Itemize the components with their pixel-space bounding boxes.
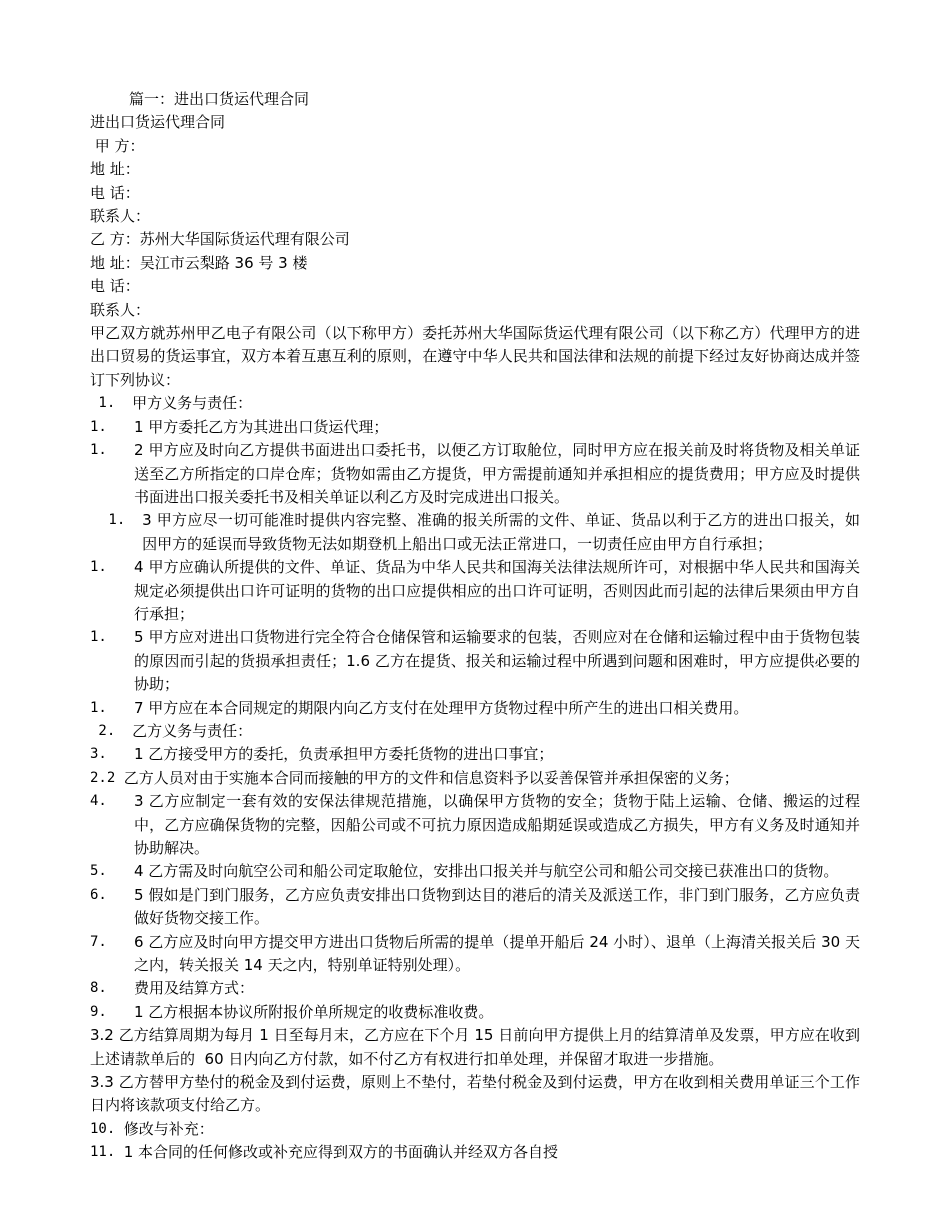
clause-item <box>90 1141 860 1164</box>
clause-item <box>90 977 860 1000</box>
clause-number: 5. <box>90 863 124 880</box>
clause-number: 10. <box>90 1120 124 1137</box>
document-title: 篇一：进出口货运代理合同 <box>129 90 310 108</box>
clause-item <box>90 743 860 766</box>
clause-number: 2.2 <box>90 769 124 786</box>
clause-item <box>90 697 860 720</box>
party-a-phone: 电 话： <box>90 183 140 202</box>
clause-text: 乙方义务与责任： <box>132 721 253 740</box>
party-b-address: 地 址：吴江市云梨路 36 号 3 楼 <box>90 253 308 272</box>
clause-text: 甲方义务与责任： <box>132 394 253 413</box>
clause-number: 1. <box>90 559 124 576</box>
clause-text: 4 乙方需及时向航空公司和船公司定取舱位，安排出口报关并与航空公司和船公司交接已获准出口的货物。 <box>134 862 839 881</box>
clause-number: 1. <box>90 395 133 412</box>
party-a-address: 地 址： <box>90 160 140 179</box>
clause-text: 5 假如是门到门服务，乙方应负责安排出口货物到达目的港后的清关及派送工作，非门到门服务，乙方应负责做好货物交接工作。 <box>134 885 860 928</box>
contract-title: 进出口货运代理合同 <box>90 113 226 132</box>
clause-item <box>90 767 860 790</box>
clause-item <box>90 556 860 626</box>
clause-number: 1. <box>90 699 124 716</box>
clause-number: 1. <box>90 442 124 459</box>
party-a-contact: 联系人： <box>90 207 151 226</box>
clause-text: 1 甲方委托乙方为其进出口货运代理； <box>134 417 389 436</box>
clause-number: 3. <box>90 746 124 763</box>
clause-text: 修改与补充： <box>123 1119 214 1138</box>
intro-paragraph: 甲乙双方就苏州甲乙电子有限公司（以下称甲方）委托苏州大华国际货运代理有限公司（以下称乙方）代理甲方的进出口贸易的货运事宜，双方本着互惠互利的原则，在遵守中华人民共和国法律和法规的前提下经过友好协商达成并签订下列协议： <box>90 324 860 389</box>
clause-number: 9. <box>90 1003 124 1020</box>
clause-item <box>90 439 860 509</box>
clause-item <box>90 416 860 439</box>
clause-item <box>90 626 860 696</box>
clause-number: 2. <box>90 722 133 739</box>
clause-number: 6. <box>90 886 124 903</box>
clause-number: 1. <box>90 418 124 435</box>
clause-item <box>90 509 860 556</box>
clause-number: 8. <box>90 980 124 997</box>
clause-text: 1 乙方根据本协议所附报价单所规定的收费标准收费。 <box>134 1002 494 1021</box>
clause-number: 11. <box>90 1144 124 1161</box>
party-b-phone: 电 话： <box>90 277 140 296</box>
document-page <box>90 88 860 1165</box>
clause-text: 乙方人员对由于实施本合同而接触的甲方的文件和信息资料予以妥善保管并承担保密的义务； <box>123 768 739 787</box>
clause-item <box>90 1118 860 1141</box>
clause-number: 1. <box>90 629 124 646</box>
clause-number: 1. <box>100 512 143 529</box>
party-a-label: 甲 方： <box>90 136 145 155</box>
clause-item <box>90 790 860 860</box>
clause-text: 费用及结算方式： <box>134 979 255 998</box>
clause-text: 5 甲方应对进出口货物进行完全符合仓储保管和运输要求的包装，否则应对在仓储和运输过程中由于货物包装的原因而引起的货损承担责任；1.6 乙方在提货、报关和运输过程中所遇到问题和困难时，甲方应提供必要的协助； <box>134 628 860 694</box>
clause-item <box>90 884 860 931</box>
clause-number: 4. <box>90 793 124 810</box>
clause-text: 3 甲方应尽一切可能准时提供内容完整、准确的报关所需的文件、单证、货品以利于乙方的进出口报关，如因甲方的延误而导致货物无法如期登机上船出口或无法正常进口，一切责任应由甲方自行承担； <box>142 511 860 553</box>
clause-text: 6 乙方应及时向甲方提交甲方进出口货物后所需的提单（提单开船后 24 小时）、退单（上海清关报关后 30 天之内，转关报关 14 天之内，特别单证特别处理）。 <box>134 932 860 975</box>
clause-text: 2 甲方应及时向乙方提供书面进出口委托书，以便乙方订取舱位，同时甲方应在报关前及时将货物及相关单证送至乙方所指定的口岸仓库；货物如需由乙方提货，甲方需提前通知并承担相应的提货费用；甲方应及时提供书面进出口报关委托书及相关单证以利乙方及时完成进出口报关。 <box>134 441 860 506</box>
tax-paragraph: 3.3 乙方替甲方垫付的税金及到付运费，原则上不垫付，若垫付税金及到付运费，甲方在收到相关费用单证三个工作日内将该款项支付给乙方。 <box>90 1073 860 1115</box>
clause-text: 1 本合同的任何修改或补充应得到双方的书面确认并经双方各自授 <box>123 1143 559 1162</box>
settlement-paragraph: 3.2 乙方结算周期为每月 1 日至每月末，乙方应在下个月 15 日前向甲方提供上月的结算清单及发票，甲方应在收到上述请款单后的 60 日内向乙方付款，如不付乙方有权进行扣单处理，并保留才取进一步措施。 <box>90 1026 860 1068</box>
clause-item <box>90 720 860 743</box>
clause-text: 4 甲方应确认所提供的文件、单证、货品为中华人民共和国海关法律法规所许可，对根据中华人民共和国海关规定必须提供出口许可证明的货物的出口应提供相应的出口许可证明，否则因此而引起的法律后果须由甲方自行承担； <box>134 558 860 623</box>
clause-item <box>90 392 860 415</box>
party-b-name: 乙 方：苏州大华国际货运代理有限公司 <box>90 230 350 249</box>
clause-number: 7. <box>90 933 124 950</box>
clause-item <box>90 1001 860 1024</box>
clause-item <box>90 860 860 883</box>
clause-item <box>90 931 860 978</box>
clause-text: 1 乙方接受甲方的委托，负责承担甲方委托货物的进出口事宜； <box>134 745 554 764</box>
clause-text: 7 甲方应在本合同规定的期限内向乙方支付在处理甲方货物过程中所产生的进出口相关费用。 <box>134 698 749 717</box>
clause-text: 3 乙方应制定一套有效的安保法律规范措施，以确保甲方货物的安全；货物于陆上运输、仓储、搬运的过程中，乙方应确保货物的完整，因船公司或不可抗力原因造成船期延误或造成乙方损失，甲方有义务及时通知并协助解决。 <box>134 792 860 857</box>
party-b-contact: 联系人： <box>90 300 151 319</box>
